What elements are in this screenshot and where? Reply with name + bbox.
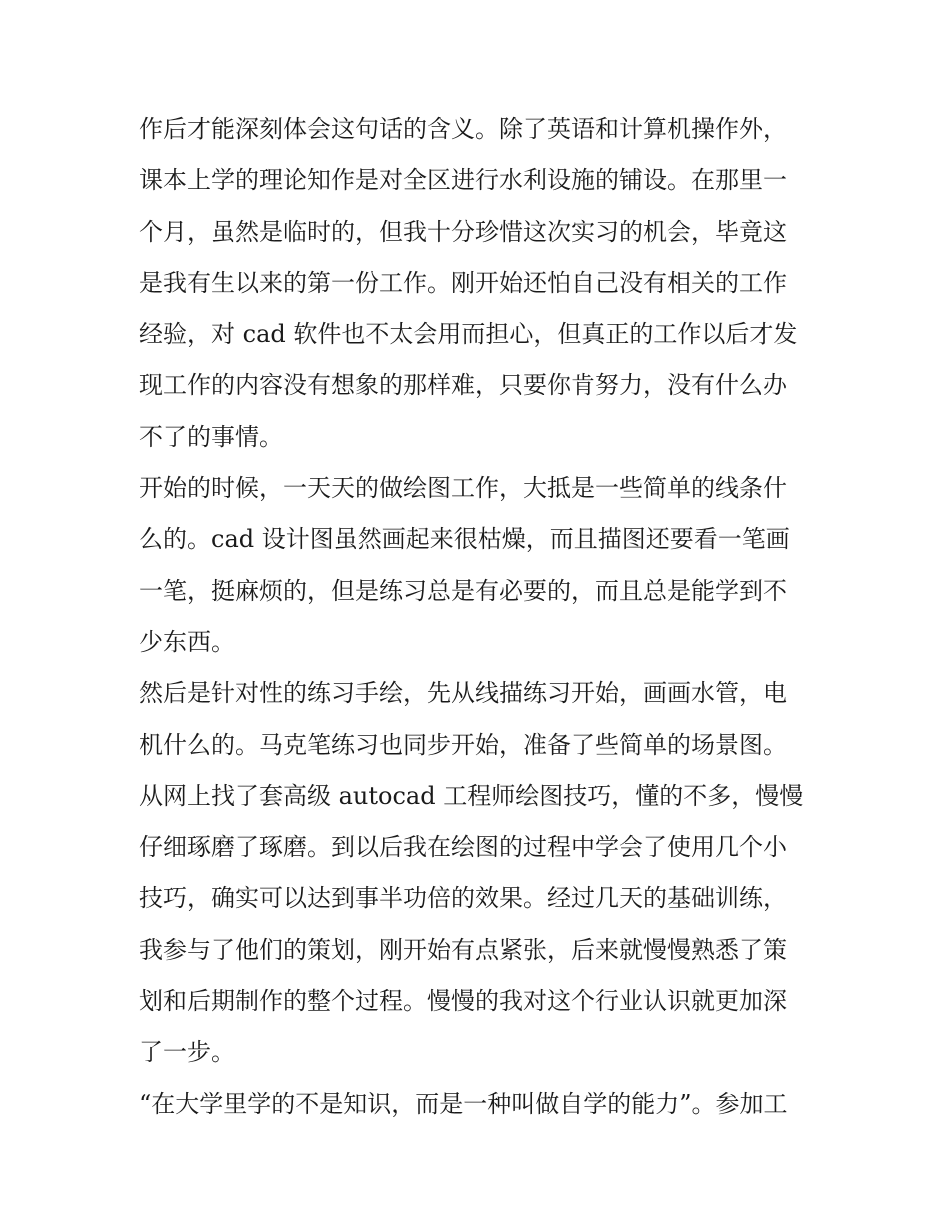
text-line: 机什么的。马克笔练习也同步开始，准备了些简单的场景图。 xyxy=(139,730,787,759)
text-line: 划和后期制作的整个过程。慢慢的我对这个行业认识就更加深 xyxy=(139,987,787,1016)
text-line: 不了的事情。 xyxy=(139,422,283,451)
text-line: 个月，虽然是临时的，但我十分珍惜这次实习的机会，毕竟这 xyxy=(139,217,787,246)
paragraph-1 xyxy=(139,104,815,463)
text-line: 开始的时候，一天天的做绘图工作，大抵是一些简单的线条什 xyxy=(139,474,787,503)
document-body xyxy=(139,104,815,1130)
paragraph-4 xyxy=(139,1079,815,1130)
paragraph-3 xyxy=(139,668,815,1078)
text-line: 经验，对 cad 软件也不太会用而担心，但真正的工作以后才发 xyxy=(139,320,798,349)
text-line: 仔细琢磨了琢磨。到以后我在绘图的过程中学会了使用几个小 xyxy=(139,833,787,862)
text-line: 么的。cad 设计图虽然画起来很枯燥，而且描图还要看一笔画 xyxy=(139,525,790,554)
text-line: 一笔，挺麻烦的，但是练习总是有必要的，而且总是能学到不 xyxy=(139,576,787,605)
text-line: 作后才能深刻体会这句话的含义。除了英语和计算机操作外， xyxy=(139,115,787,143)
text-line: 现工作的内容没有想象的那样难，只要你肯努力，没有什么办 xyxy=(139,371,787,400)
text-line: 课本上学的理论知作是对全区进行水利设施的铺设。在那里一 xyxy=(139,166,787,195)
text-line: “在大学里学的不是知识，而是一种叫做自学的能力”。参加工 xyxy=(139,1089,788,1118)
text-line: 技巧，确实可以达到事半功倍的效果。经过几天的基础训练， xyxy=(139,884,787,913)
text-line: 是我有生以来的第一份工作。刚开始还怕自己没有相关的工作 xyxy=(139,268,787,297)
text-line: 了一步。 xyxy=(139,1038,235,1067)
text-line: 少东西。 xyxy=(139,627,235,656)
text-line: 然后是针对性的练习手绘，先从线描练习开始，画画水管，电 xyxy=(139,679,787,708)
text-line: 从网上找了套高级 autocad 工程师绘图技巧，懂的不多，慢慢 xyxy=(139,781,804,810)
paragraph-2 xyxy=(139,463,815,668)
text-line: 我参与了他们的策划，刚开始有点紧张，后来就慢慢熟悉了策 xyxy=(139,935,787,964)
